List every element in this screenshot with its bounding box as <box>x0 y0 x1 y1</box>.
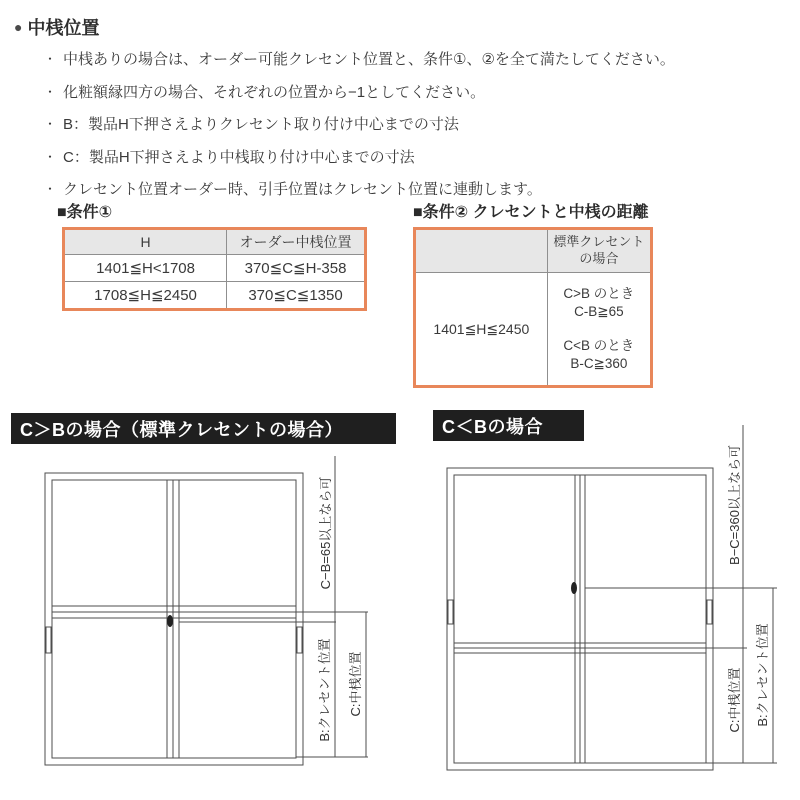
crescent-lock-icon <box>167 615 173 627</box>
cell-conditions <box>547 273 651 387</box>
section-bullet-icon: ● <box>14 19 23 35</box>
case-c-lt-b <box>549 337 649 373</box>
case-c-gt-b <box>549 285 649 321</box>
cell-h-range: 1708≦H≦2450 <box>64 282 227 310</box>
note-text: B：製品H下押さえよりクレセント取り付け中心までの寸法 <box>63 116 459 133</box>
condition1-col-header-h: H <box>64 229 227 255</box>
cell-c-range: 370≦C≦1350 <box>227 282 366 310</box>
dimension-label-c-minus-b: C−B=65以上なら可 <box>318 476 333 590</box>
window-outer-frame <box>45 473 303 765</box>
condition1-col-header-order: オーダー中桟位置 <box>227 229 366 255</box>
note-text: C：製品H下押さえより中桟取り付け中心までの寸法 <box>63 148 415 166</box>
crescent-lock-icon <box>571 582 577 594</box>
section-header <box>14 14 99 40</box>
header-line: の場合 <box>579 251 619 266</box>
note-item <box>44 148 784 167</box>
case-line: B-C≧360 <box>570 355 628 371</box>
note-text: クレセント位置オーダー時、引手位置はクレセント位置に連動します。 <box>63 181 542 198</box>
table-row <box>64 255 366 282</box>
table-row <box>415 273 652 387</box>
note-item <box>44 115 784 134</box>
cell-h-range: 1401≦H<1708 <box>64 255 227 282</box>
notes-list <box>44 50 784 213</box>
pull-handle <box>297 627 302 653</box>
diagram-left-title: C＞Bの場合（標準クレセントの場合） <box>11 413 396 444</box>
bullet-icon: ・ <box>44 52 57 66</box>
condition2-header-standard-crescent <box>547 229 651 273</box>
case-line: C<B のとき <box>563 337 635 353</box>
dimension-label-b-crescent-position: B:クレセント位置 <box>755 623 770 727</box>
note-item <box>44 180 784 199</box>
condition2-heading: ■条件② クレセントと中桟の距離 <box>413 204 649 221</box>
pull-handle <box>707 600 712 624</box>
bullet-icon: ・ <box>44 149 57 164</box>
note-text: 化粧額縁四方の場合、それぞれの位置から−1としてください。 <box>63 83 486 101</box>
cell-h-range: 1401≦H≦2450 <box>415 273 548 387</box>
condition1-heading: ■条件① <box>57 204 113 221</box>
pull-handle <box>46 627 51 653</box>
diagram-right-title: C＜Bの場合 <box>433 410 584 441</box>
pull-handle <box>448 600 453 624</box>
diagram-window-c-gt-b <box>0 450 400 780</box>
note-text: 中桟ありの場合は、オーダー可能クレセント位置と、条件①、②を全て満たしてください。 <box>63 51 675 68</box>
page-title: 中桟位置 <box>27 18 100 38</box>
dimension-label-c-rail-position: C:中桟位置 <box>348 651 363 717</box>
case-line: C-B≧65 <box>574 304 624 320</box>
table-row <box>64 282 366 310</box>
condition2-header-empty <box>415 229 548 273</box>
case-line: C>B のとき <box>563 286 635 302</box>
note-item <box>44 83 784 102</box>
bullet-icon: ・ <box>44 117 57 131</box>
condition1-table <box>62 227 367 311</box>
cell-c-range: 370≦C≦H-358 <box>227 255 366 282</box>
dimension-label-c-rail-position: C:中桟位置 <box>727 667 742 733</box>
dimension-label-b-minus-c: B−C=360以上なら可 <box>727 445 742 565</box>
bullet-icon: ・ <box>44 182 57 196</box>
window-inner-frame <box>52 480 296 758</box>
note-item <box>44 50 784 69</box>
dimension-label-b-crescent-position: B:クレセント位置 <box>317 638 332 742</box>
condition2-table <box>413 227 653 388</box>
header-line: 標準クレセント <box>553 234 645 250</box>
bullet-icon: ・ <box>44 84 57 99</box>
